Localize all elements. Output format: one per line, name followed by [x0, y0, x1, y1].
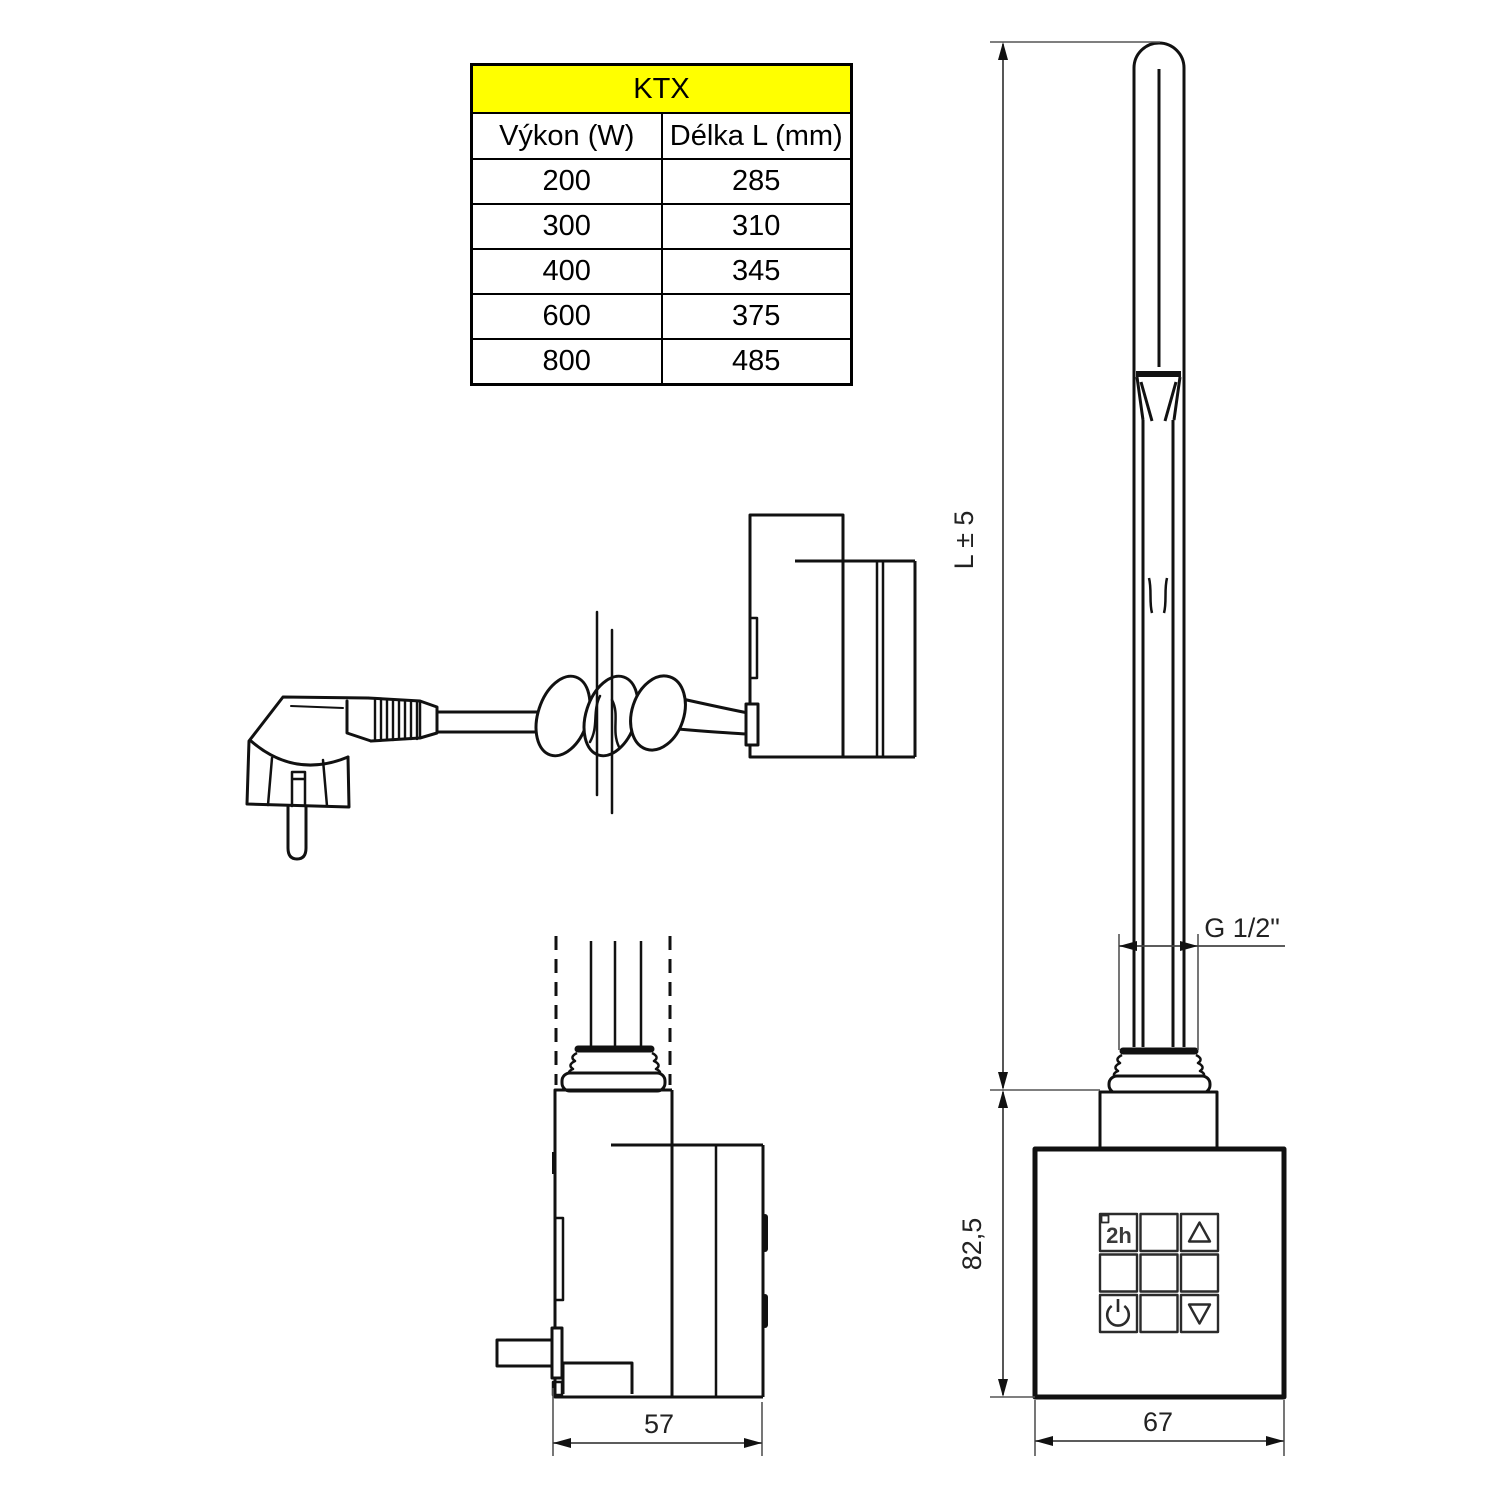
power-value: 400 — [472, 249, 662, 294]
cable-gland — [746, 704, 758, 745]
plug-pin — [288, 807, 306, 859]
side-slot — [556, 1218, 563, 1300]
column-header-length: Délka L (mm) — [662, 113, 852, 159]
strain-relief-ribs — [375, 700, 417, 740]
arrowhead — [998, 1379, 1008, 1397]
length-value: 375 — [662, 294, 852, 339]
housing-width-label: 67 — [1142, 1407, 1174, 1437]
arrowhead — [998, 42, 1008, 60]
earth-pin-upper — [292, 772, 305, 806]
length-value: 345 — [662, 249, 852, 294]
power-value: 600 — [472, 294, 662, 339]
arrowhead — [1119, 941, 1137, 951]
heater-side-view — [497, 936, 768, 1397]
switch-bump-upper — [762, 1214, 768, 1252]
housing-outline — [555, 1090, 763, 1397]
rod-transition-marks — [1149, 578, 1167, 613]
control-box-side-view — [746, 515, 915, 757]
funnel-inner-v — [1141, 382, 1176, 421]
bottom-step — [563, 1363, 632, 1394]
arrowhead — [1180, 941, 1198, 951]
cable-coil — [527, 669, 695, 763]
length-value: 285 — [662, 159, 852, 204]
cable-stub — [497, 1340, 552, 1366]
arrowhead — [998, 1072, 1008, 1090]
thread-size-label: G 1/2" — [1204, 913, 1280, 943]
table-title: KTX — [472, 65, 852, 114]
power-value: 200 — [472, 159, 662, 204]
housing-depth-label: 57 — [643, 1409, 675, 1439]
plug-face-edge-right — [323, 760, 327, 806]
heater-front-view — [1035, 43, 1284, 1397]
arrowhead — [744, 1438, 762, 1448]
arrowhead — [1266, 1436, 1284, 1446]
total-length-label: L ± 5 — [949, 510, 979, 570]
element-rods — [591, 941, 641, 1046]
rod-lines — [1143, 420, 1173, 1047]
collar-nut — [1109, 1076, 1210, 1093]
housing-front — [1035, 1149, 1284, 1397]
plug-top-inner-line — [291, 706, 343, 708]
collar-nut — [562, 1073, 665, 1091]
extension-line — [1119, 934, 1198, 1050]
timer-button-label: 2h — [1106, 1223, 1132, 1248]
switch-bump-lower — [762, 1294, 768, 1328]
housing-cap-seam — [877, 561, 883, 757]
plug-face-edge-left — [268, 758, 272, 805]
arrowhead — [553, 1438, 571, 1448]
housing-body — [750, 515, 843, 757]
power-plug-drawing — [247, 612, 748, 859]
housing-neck — [1100, 1092, 1217, 1149]
length-value: 310 — [662, 204, 852, 249]
length-value: 485 — [662, 339, 852, 385]
column-header-power: Výkon (W) — [472, 113, 662, 159]
plug-body-right-edge — [347, 701, 371, 741]
strain-relief-outline — [368, 698, 437, 741]
housing-height-label: 82,5 — [957, 1217, 987, 1271]
power-value: 300 — [472, 204, 662, 249]
funnel-sides — [1137, 377, 1180, 420]
arrowhead — [1035, 1436, 1053, 1446]
plug-face-arc — [251, 741, 348, 765]
power-value: 800 — [472, 339, 662, 385]
arrowhead — [998, 1090, 1008, 1108]
